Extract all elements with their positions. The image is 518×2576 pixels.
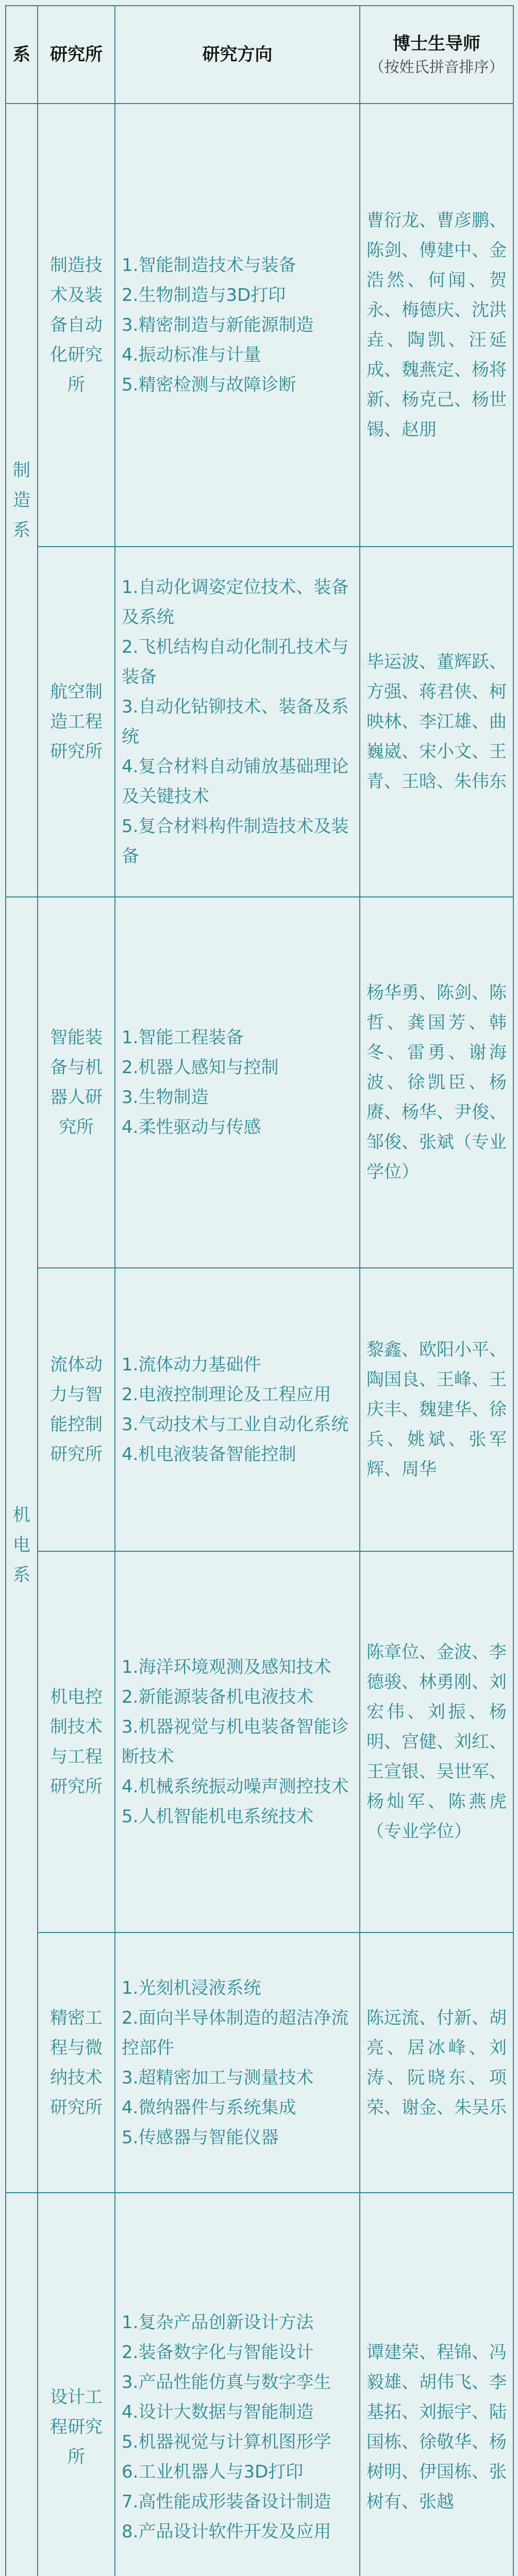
direction-item: 5.机器视觉与计算机图形学 — [122, 2432, 331, 2452]
direction-item: 4.振动标准与计量 — [122, 345, 261, 365]
direction-item: 2.电液控制理论及工程应用 — [122, 1384, 331, 1405]
direction-item: 3.生物制造 — [122, 1087, 209, 1108]
directions-cell — [115, 1933, 360, 2193]
dept-cell: 制造系 — [6, 104, 38, 897]
direction-item: 5.复合材料构件制造技术及装备 — [122, 816, 349, 867]
supervisors-cell: 陈章位、金波、李德骏、林勇刚、刘宏伟、刘振、杨明、宫健、刘红、王宣银、吴世军、杨灿军、陈燕虎（专业学位） — [360, 1551, 513, 1933]
direction-item: 3.产品性能仿真与数字孪生 — [122, 2372, 331, 2393]
direction-item: 1.自动化调姿定位技术、装备及系统 — [122, 577, 349, 628]
direction-item: 2.面向半导体制造的超洁净流控部件 — [122, 2007, 349, 2058]
direction-item: 5.精密检测与故障诊断 — [122, 375, 296, 395]
direction-item: 1.智能工程装备 — [122, 1027, 244, 1048]
direction-item: 6.工业机器人与3D打印 — [122, 2462, 304, 2482]
direction-item: 5.人机智能机电系统技术 — [122, 1806, 314, 1827]
institute-cell: 精密工程与微纳技术研究所 — [38, 1933, 115, 2193]
header-direction: 研究方向 — [115, 6, 360, 104]
direction-item: 2.生物制造与3D打印 — [122, 285, 286, 306]
direction-item: 4.设计大数据与智能制造 — [122, 2402, 314, 2422]
direction-item: 8.产品设计软件开发及应用 — [122, 2521, 331, 2542]
institute-cell: 机电控制技术与工程研究所 — [38, 1551, 115, 1933]
direction-item: 5.传感器与智能仪器 — [122, 2127, 279, 2148]
direction-item: 3.精密制造与新能源制造 — [122, 315, 314, 335]
direction-item: 2.飞机结构自动化制孔技术与装备 — [122, 637, 349, 687]
table-row — [6, 1551, 513, 1933]
direction-item: 2.机器人感知与控制 — [122, 1057, 279, 1078]
direction-item: 1.流体动力基础件 — [122, 1354, 261, 1375]
table-row — [6, 1933, 513, 2193]
institute-cell: 航空制造工程研究所 — [38, 547, 115, 897]
header-row — [6, 6, 513, 104]
directions-cell — [115, 897, 360, 1268]
supervisors-cell: 杨华勇、陈剑、陈哲、龚国芳、韩冬、雷勇、谢海波、徐凯臣、杨赓、杨华、尹俊、邹俊、张斌（专业学位） — [360, 897, 513, 1268]
directions-cell — [115, 1551, 360, 1933]
directions-cell — [115, 104, 360, 547]
institute-cell: 智能装备与机器人研究所 — [38, 897, 115, 1268]
institute-cell: 设计工程研究所 — [38, 2193, 115, 2576]
institute-cell: 制造技术及装备自动化研究所 — [38, 104, 115, 547]
supervisors-cell: 曹衍龙、曹彦鹏、陈剑、傅建中、金浩然、何闻、贺永、梅德庆、沈洪垚、陶凯、汪延成、魏燕定、杨将新、杨克己、杨世锡、赵朋 — [360, 104, 513, 547]
direction-item: 2.装备数字化与智能设计 — [122, 2342, 314, 2363]
supervisors-cell: 毕运波、董辉跃、方强、蒋君侠、柯映林、李江雄、曲巍崴、宋小文、王青、王晗、朱伟东 — [360, 547, 513, 897]
direction-item: 2.新能源装备机电液技术 — [122, 1687, 314, 1707]
directions-cell — [115, 547, 360, 897]
direction-item: 1.复杂产品创新设计方法 — [122, 2312, 314, 2333]
dept-cell — [6, 2193, 38, 2576]
direction-item: 4.复合材料自动铺放基础理论及关键技术 — [122, 756, 349, 807]
supervisors-cell: 谭建荣、程锦、冯毅雄、胡伟飞、李基拓、刘振宇、陆国栋、徐敬华、杨树明、伊国栋、张树有、张越 — [360, 2193, 513, 2576]
table-row — [6, 1268, 513, 1551]
header-supervisor-note: （按姓氏拼音排序） — [369, 58, 504, 76]
table-row — [6, 2193, 513, 2576]
direction-item: 4.微纳器件与系统集成 — [122, 2097, 296, 2118]
directions-cell — [115, 1268, 360, 1551]
directions-cell — [115, 2193, 360, 2576]
direction-item: 4.柔性驱动与传感 — [122, 1117, 261, 1138]
direction-item: 3.机器视觉与机电装备智能诊断技术 — [122, 1717, 349, 1767]
header-dept: 系 — [6, 6, 38, 104]
research-directions-table — [5, 5, 514, 2576]
header-supervisor-title: 博士生导师 — [393, 33, 480, 54]
dept-cell: 机电系 — [6, 897, 38, 2193]
direction-item: 3.超精密加工与测量技术 — [122, 2067, 314, 2088]
direction-item: 1.海洋环境观测及感知技术 — [122, 1657, 331, 1677]
institute-cell: 流体动力与智能控制研究所 — [38, 1268, 115, 1551]
header-institute: 研究所 — [38, 6, 115, 104]
direction-item: 3.自动化钻铆技术、装备及系统 — [122, 697, 349, 747]
table-row — [6, 897, 513, 1268]
direction-item: 7.高性能成形装备设计制造 — [122, 2492, 331, 2512]
table-row — [6, 104, 513, 547]
direction-item: 4.机电液装备智能控制 — [122, 1444, 296, 1465]
supervisors-cell: 黎鑫、欧阳小平、陶国良、王峰、王庆丰、魏建华、徐兵、姚斌、张军辉、周华 — [360, 1268, 513, 1551]
direction-item: 3.气动技术与工业自动化系统 — [122, 1414, 349, 1435]
supervisors-cell: 陈远流、付新、胡亮、居冰峰、刘涛、阮晓东、项荣、谢金、朱吴乐 — [360, 1933, 513, 2193]
table-row — [6, 547, 513, 897]
header-supervisor — [360, 6, 513, 104]
direction-item: 4.机械系统振动噪声测控技术 — [122, 1776, 349, 1797]
direction-item: 1.光刻机浸液系统 — [122, 1977, 261, 1998]
direction-item: 1.智能制造技术与装备 — [122, 255, 296, 276]
